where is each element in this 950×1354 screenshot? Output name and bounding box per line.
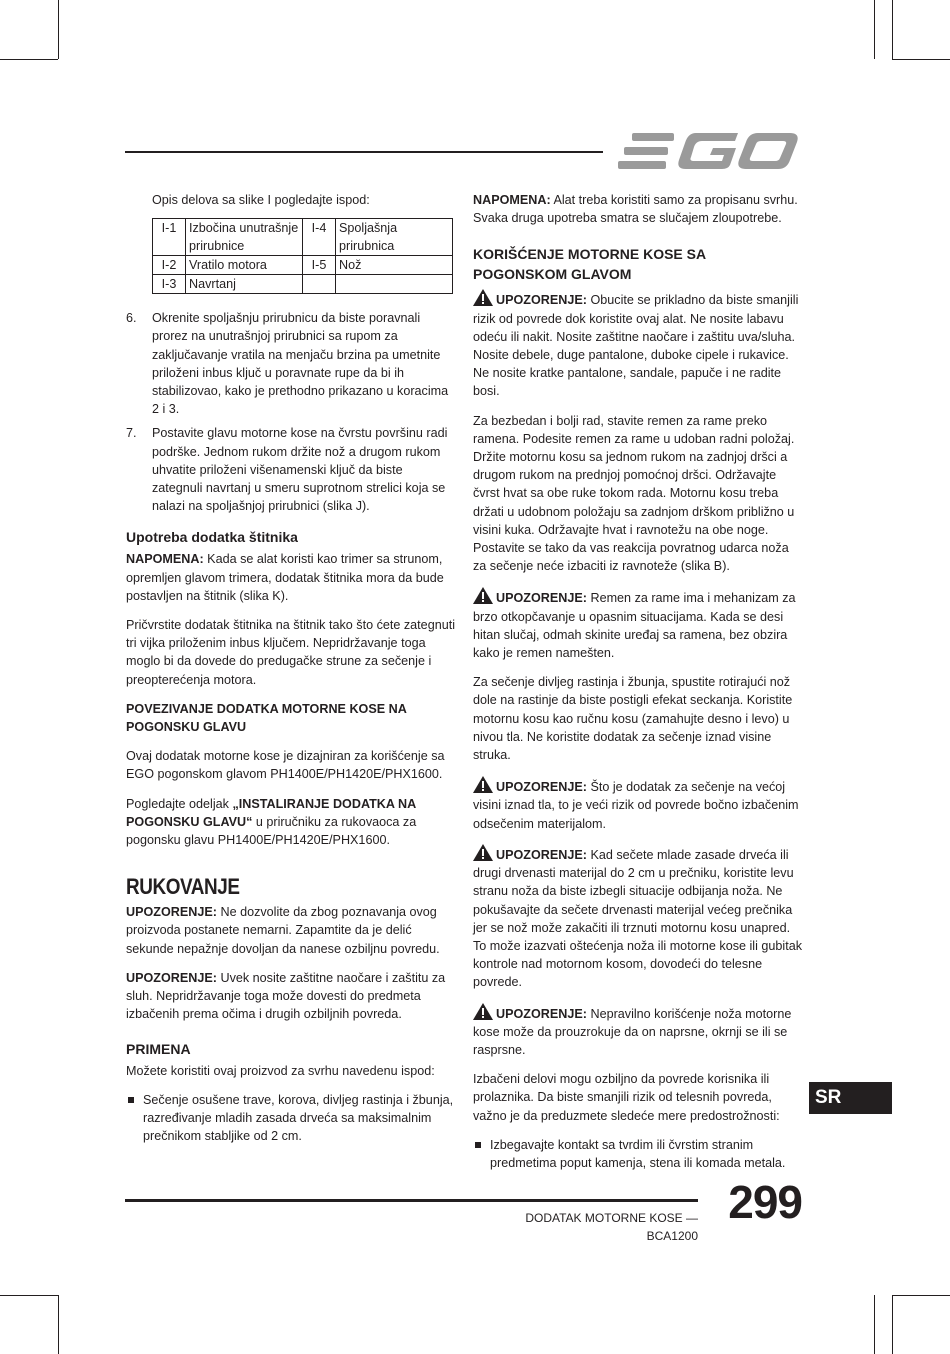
right-column (473, 191, 802, 1172)
warning-label: UPOZORENJE: (126, 905, 217, 920)
part-id: I-5 (303, 256, 336, 275)
table-row (153, 275, 453, 294)
note-text: Alat treba koristiti samo za propisanu svrhu. Svaka druga upotreba smatra se slučajem zloupotrebe. (473, 193, 798, 226)
header-rule (125, 151, 603, 153)
warning-paragraph (473, 844, 802, 992)
body-paragraph: Pričvrstite dodatak štitnika na štitnik tako što ćete zategnuti tri vijka priloženim inbus ključem. Nepridržavanje toga moglo bi da dovede do predugačke strune za sečenje i preopterećenja motora. (126, 618, 455, 687)
list-item (126, 1091, 455, 1146)
body-paragraph: Ovaj dodatak motorne kose je dizajniran za korišćenje sa EGO pogonskom glavom PH1400E/PH1420E/PHX1600. (126, 749, 445, 782)
warning-paragraph (473, 776, 802, 833)
parts-table (152, 218, 453, 294)
see-suffix: u priručniku za rukovaoca za pogonsku glavu PH1400E/PH1420E/PHX1600. (126, 814, 417, 848)
warning-label: UPOZORENJE: (496, 591, 587, 606)
warning-text: Obucite se prikladno da biste smanjili rizik od povrede dok koristite ovaj alat. Ne nosite labavu odeću ili nakit. Nosite zaštitne naočare i zaštitu uva/sluha. Nosite debele, duge pantalone, duboke cipele i rukavice. Ne nosite kratke pantalone, sandale, papuče i ne radite bosi. (473, 293, 799, 399)
step-item (126, 424, 455, 515)
warning-triangle-icon (473, 844, 493, 861)
warning-paragraph (126, 903, 455, 958)
part-name: Izbočina unutrašnje prirubnice (186, 219, 303, 256)
warning-text: Nepravilno korišćenje noža motorne kose može da prouzrokuje da on naprsne, okrnji se ili se rasprsne. (473, 1006, 792, 1057)
language-tab-label: SR (815, 1087, 842, 1108)
note-paragraph (126, 550, 455, 605)
warning-text: Uvek nosite zaštitne naočare i zaštitu za sluh. Nepridržavanje toga može dovesti do predmeta izbačenih prema očima i drugih ozbiljnih povreda. (126, 970, 446, 1022)
list-item-text: Sečenje osušene trave, korova, divljeg rastinja i žbunja, razređivanje mladih zasada drveća sa maksimalnim prečnikom stabljike od 2 cm. (143, 1092, 454, 1144)
bullet-icon (475, 1142, 481, 1148)
part-name (336, 275, 453, 294)
crop-mark (58, 0, 59, 59)
warning-label: UPOZORENJE: (496, 293, 587, 308)
crop-mark (58, 1295, 59, 1354)
page-title: RUKOVANJE (126, 874, 240, 900)
footer-rule (125, 1199, 698, 1202)
crop-mark (892, 0, 893, 59)
step-number: 7. (126, 426, 137, 441)
section-heading: PRIMENA (126, 1040, 191, 1057)
warning-text: Remen za rame ima i mehanizam za brzo otkopčavanje u opasnim situacijama. Kada se desi hitan slučaj, odmah skinite uređaj sa ramena, bez obzira kako je remen namešten. (473, 591, 796, 661)
warning-label: UPOZORENJE: (496, 1006, 587, 1021)
crop-mark (0, 1295, 58, 1296)
warning-paragraph (473, 289, 802, 400)
body-paragraph: Možete koristiti ovaj proizvod za svrhu navedenu ispod: (126, 1063, 435, 1078)
footer-title: DODATAK MOTORNE KOSE — BCA1200 (525, 1211, 698, 1244)
warning-triangle-icon (473, 587, 493, 604)
part-name: Vratilo motora (186, 256, 303, 275)
step-item (126, 309, 455, 418)
warning-text: Kad sečete mlade zasade drveća ili drugi drvenasti materijal do 2 cm u prečniku, koristite levu stranu noža da biste izbegli situacije odbijanja noža. Ne pokušavajte da sečete drvenasti materijal većeg prečnika jer se nož može zakačiti ili trznuti motornu kosu unapred. To može izazvati oštećenja noža ili motorne kose ili gubitak kontrole nad motornom kosom, dovodeći do telesne povrede. (473, 847, 802, 990)
table-row (153, 256, 453, 275)
ego-logo-icon (618, 130, 800, 172)
part-id (303, 275, 336, 294)
warning-paragraph (473, 587, 802, 662)
table-row (153, 219, 453, 256)
page-number: 299 (728, 1176, 802, 1228)
note-label: NAPOMENA: (473, 193, 551, 207)
warning-text: Što je dodatak za sečenje na većoj visini iznad tla, to je veći rizik od povrede bočno izbačenim odsečenim materijalom. (473, 780, 799, 831)
warning-triangle-icon (473, 1003, 493, 1020)
body-paragraph (126, 795, 455, 850)
section-heading: KORIŠĆENJE MOTORNE KOSE SA POGONSKOM GLAVOM (473, 246, 706, 283)
step-text: Postavite glavu motorne kose na čvrstu površinu radi podrške. Jednom rukom držite nož a drugom rukom uhvatite priloženi višenamenski ključ da biste zategnuli navrtanj u smeru suprotnom strelici koja se nalazi na spoljašnjoj prirubnici (slika J). (152, 426, 448, 514)
note-paragraph (473, 191, 802, 227)
warning-label: UPOZORENJE: (496, 847, 587, 862)
step-text: Okrenite spoljašnju prirubnicu da biste poravnali prorez na unutrašnjoj prirubnici sa rupom za zaključavanje vratila na menjaču brzina pa umetnite priloženi inbus ključ u poravnate rupe da bi ih stabilizovao, kako je prethodno prikazano u koracima 2 i 3. (152, 311, 449, 417)
section-heading: POVEZIVANJE DODATKA MOTORNE KOSE NA POGONSKU GLAVU (126, 701, 407, 735)
note-text: Kada se alat koristi kao trimer sa strunom, opremljen glavom trimera, dodatak štitnika mora da bude postavljen na štitnik (slika K). (126, 552, 444, 603)
see-prefix: Pogledajte odeljak (126, 796, 233, 811)
part-id: I-4 (303, 219, 336, 256)
left-column (126, 191, 455, 1145)
note-label: NAPOMENA: (126, 552, 204, 567)
part-id: I-3 (153, 275, 186, 294)
parts-intro: Opis delova sa slike I pogledajte ispod: (152, 193, 370, 207)
warning-paragraph (126, 969, 455, 1024)
step-number: 6. (126, 311, 137, 326)
body-paragraph: Za bezbedan i bolji rad, stavite remen za rame preko ramena. Podesite remen za rame u udoban radni položaj. Držite motornu kosu sa jednom rukom na zadnjoj dršci a drugom rukom na prednjoj pomoćnoj dršci. Održavajte čvrst hvat sa obe ruke tokom rada. Motornu kosu treba držati u udobnom položaju sa zadnjom drškom približno u visini kuka. Održavajte hvat i ravnotežu na obe noge. Postavite se tako da vas reakcija povratnog udarca noža za sečenje neće izbaciti iz ravnoteže (slika B). (473, 413, 795, 574)
crop-mark (0, 59, 58, 60)
crop-mark (892, 1295, 950, 1296)
part-name: Nož (336, 256, 453, 275)
crop-mark (874, 1295, 875, 1354)
list-item-text: Izbegavajte kontakt sa tvrdim ili čvrstim stranim predmetima poput kamenja, stena ili komada metala. (490, 1137, 786, 1170)
part-id: I-2 (153, 256, 186, 275)
warning-triangle-icon (473, 289, 493, 306)
crop-mark (874, 0, 875, 59)
body-paragraph: Izbačeni delovi mogu ozbiljno da povrede korisnika ili prolaznika. Da biste smanjili rizik od telesnih povreda, važno je da preduzmete sledeće mere predostrožnosti: (473, 1072, 780, 1123)
warning-text: Ne dozvolite da zbog poznavanja ovog proizvoda postanete nemarni. Zapamtite da je delić sekunde nepažnje dovoljan da nanese ozbiljnu povredu. (126, 905, 440, 956)
warning-label: UPOZORENJE: (126, 970, 217, 985)
part-id: I-1 (153, 219, 186, 256)
bullet-icon (128, 1097, 134, 1103)
language-tab (809, 1082, 892, 1114)
brand-logo (618, 130, 800, 172)
crop-mark (892, 1295, 893, 1354)
body-paragraph: Za sečenje divljeg rastinja i žbunja, spustite rotirajući nož dole na rastinje da biste postigli efekat seckanja. Koristite motornu kosu kao ručnu kosu (zamahujte desno i levo) u nivou tla. Ne koristite dodatak za sečenje iznad visine struka. (473, 675, 793, 763)
part-name: Spoljašnja prirubnica (336, 219, 453, 256)
list-item (473, 1136, 802, 1172)
section-heading: Upotreba dodatka štitnika (126, 529, 298, 546)
crop-mark (892, 59, 950, 60)
warning-triangle-icon (473, 776, 493, 793)
part-name: Navrtanj (186, 275, 303, 294)
warning-paragraph (473, 1003, 802, 1060)
warning-label: UPOZORENJE: (496, 780, 587, 795)
see-section-title: „INSTALIRANJE DODATKA NA POGONSKU GLAVU“ (126, 796, 416, 829)
